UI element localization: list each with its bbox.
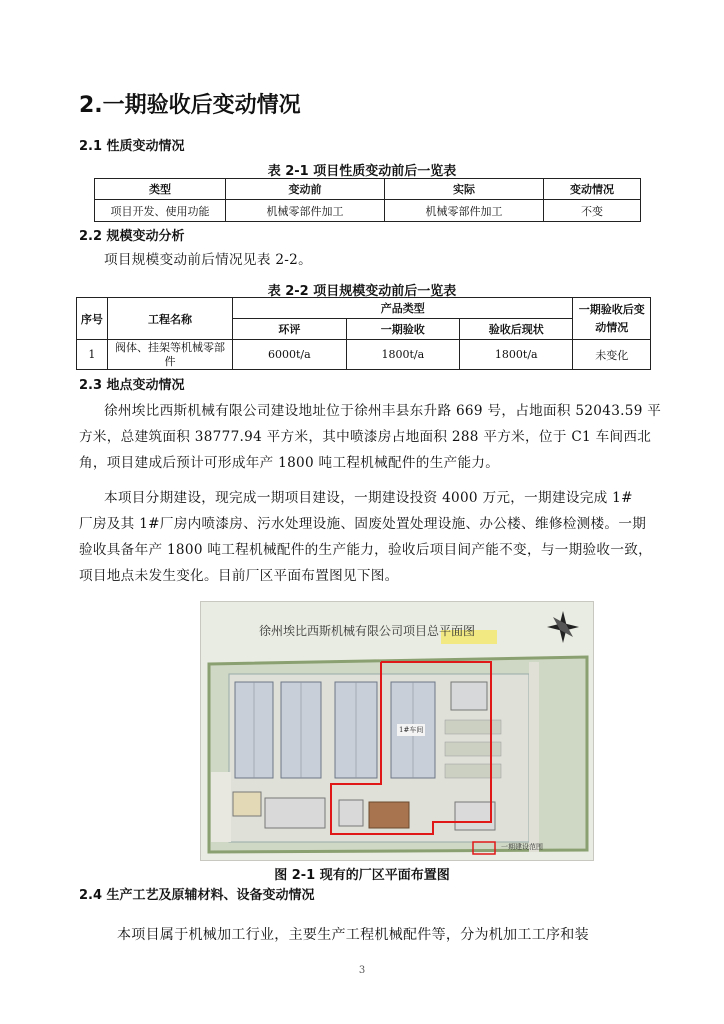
table-cell: 项目开发、使用功能 [95, 200, 226, 222]
paragraph-line: 本项目分期建设，现完成一期项目建设，一期建设投资 4000 万元，一期建设完成 1# [104, 490, 633, 506]
table-cell: 未变化 [573, 340, 651, 370]
table-header: 变动情况 [544, 179, 641, 200]
table-cell: 不变 [544, 200, 641, 222]
paragraph-line: 徐州埃比西斯机械有限公司建设地址位于徐州丰县东升路 669 号，占地面积 52043.59 平 [104, 403, 662, 419]
paragraph-line: 本项目属于机械加工行业，主要生产工程机械配件等，分为机加工工序和装 [117, 927, 589, 943]
section-heading: 2.一期验收后变动情况 [79, 93, 301, 118]
map-title: 徐州埃比西斯机械有限公司项目总平面图 [259, 624, 476, 638]
table-header: 验收后现状 [460, 319, 573, 340]
table-header: 一期验收 [346, 319, 459, 340]
legend-label: 一期建设范围 [501, 843, 543, 851]
table-2-1-caption: 表 2-1 项目性质变动前后一览表 [267, 164, 457, 179]
subsection-2-3-title: 2.3 地点变动情况 [79, 378, 185, 393]
table-cell: 1 [77, 340, 108, 370]
paragraph-line: 验收具备年产 1800 吨工程机械配件的生产能力，验收后项目间产能不变，与一期验收一致， [79, 542, 652, 558]
table-2-2 [76, 297, 651, 370]
table-header: 实际 [385, 179, 544, 200]
table-cell: 6000t/a [233, 340, 346, 370]
workshop-label: 1#车间 [399, 726, 424, 734]
table-header: 类型 [95, 179, 226, 200]
table-cell: 1800t/a [346, 340, 459, 370]
table-header: 工程名称 [107, 298, 232, 340]
site-plan-image [200, 601, 594, 861]
paragraph-line: 厂房及其 1#厂房内喷漆房、污水处理设施、固废处置处理设施、办公楼、维修检测楼。一期 [79, 516, 647, 532]
page-number: 3 [358, 965, 366, 976]
subsection-2-2-title: 2.2 规模变动分析 [79, 229, 185, 244]
paragraph-line: 方米，总建筑面积 38777.94 平方米，其中喷漆房占地面积 288 平方米，位于 C1 车间西北 [79, 429, 652, 445]
subsection-2-1-title: 2.1 性质变动情况 [79, 139, 185, 154]
table-header: 一期验收后变动情况 [573, 298, 651, 340]
table-2-1 [94, 178, 641, 222]
table-row [95, 200, 641, 222]
paragraph: 项目规模变动前后情况见表 2-2。 [104, 252, 313, 268]
table-cell: 1800t/a [460, 340, 573, 370]
table-header: 环评 [233, 319, 346, 340]
table-cell: 机械零部件加工 [385, 200, 544, 222]
table-cell: 机械零部件加工 [226, 200, 385, 222]
table-header: 产品类型 [233, 298, 573, 319]
figure-caption: 图 2-1 现有的厂区平面布置图 [274, 868, 450, 883]
paragraph-line: 项目地点未发生变化。目前厂区平面布置图见下图。 [79, 568, 399, 584]
table-cell: 阀体、挂架等机械零部件 [107, 340, 232, 370]
table-header: 变动前 [226, 179, 385, 200]
table-2-2-caption: 表 2-2 项目规模变动前后一览表 [267, 284, 457, 299]
subsection-2-4-title: 2.4 生产工艺及原辅材料、设备变动情况 [79, 888, 315, 903]
paragraph-line: 角，项目建成后预计可形成年产 1800 吨工程机械配件的生产能力。 [79, 455, 500, 471]
table-header: 序号 [77, 298, 108, 340]
table-row [77, 340, 651, 370]
